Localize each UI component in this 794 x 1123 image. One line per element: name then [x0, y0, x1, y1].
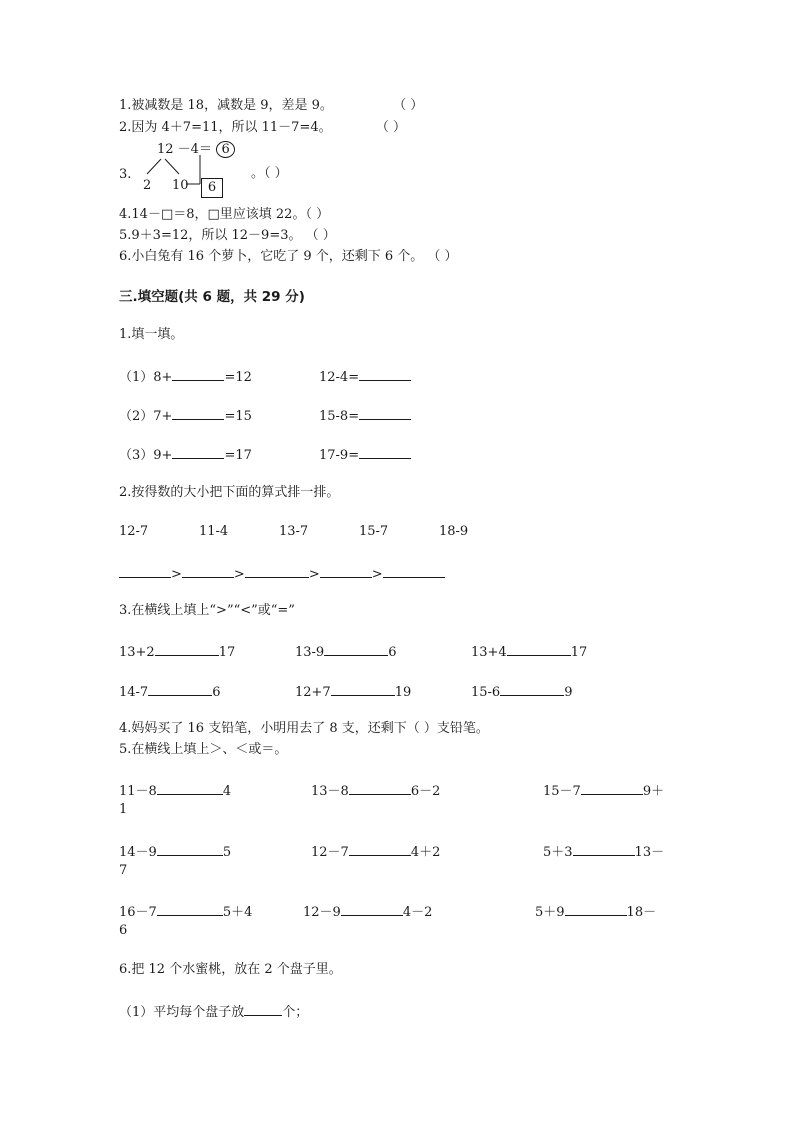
p1-row-2-blank-a[interactable] [172, 405, 224, 420]
p1-row-2-left: （2）7+ [119, 409, 173, 424]
p6-sub1-text: （1）平均每个盘子放 [119, 1005, 245, 1020]
p5-r1-b [311, 780, 440, 801]
p5-r1-c-right: 9＋ [642, 784, 665, 799]
p1-row-3-right [319, 444, 411, 465]
p2-expr-5: 18-9 [439, 524, 469, 539]
p2-sep-2: > [233, 567, 245, 582]
p2-sep-4: > [371, 567, 383, 582]
p3-r1-c1-blank[interactable] [155, 641, 219, 656]
judge-q3-left-part: 2 [143, 178, 152, 193]
p5-r1-c [543, 780, 664, 801]
p3-r1-c3 [471, 641, 587, 662]
p3-r2-c1 [119, 681, 221, 702]
p5-r3-c [535, 901, 656, 922]
p5-r3-c-left: 5＋9 [535, 905, 565, 920]
p2-title: 2.按得数的大小把下面的算式排一排。 [119, 485, 340, 500]
judge-q3-boxed-answer: 6 [201, 178, 223, 198]
p3-r1-c3-right: 17 [570, 645, 588, 660]
p2-expr-1: 12-7 [119, 524, 149, 539]
p6-sub1-tail: 个； [282, 1005, 309, 1020]
p1-row-2 [119, 405, 252, 426]
p5-r1-b-blank[interactable] [349, 780, 411, 795]
p5-r1-a [119, 780, 231, 801]
p5-r3-a-right: 5＋4 [222, 905, 253, 920]
p2-expr-2: 11-4 [199, 524, 229, 539]
p5-r3-wrap: 6 [119, 923, 128, 938]
judge-q6: 6.小白兔有 16 个萝卜，它吃了 9 个，还剩下 6 个。 （ ） [119, 249, 458, 264]
p5-r2-b-left: 12－7 [311, 845, 349, 860]
p3-r1-c2 [295, 641, 397, 662]
p5-r2-b-blank[interactable] [349, 841, 411, 856]
p3-r2-c2-left: 12+7 [295, 685, 331, 700]
p1-row-3-left-tail: =17 [224, 448, 252, 463]
p3-r2-c3-left: 15-6 [471, 685, 501, 700]
judge-q3-top-text: 12 －4＝ [157, 142, 212, 157]
p2-expr-3: 13-7 [279, 524, 309, 539]
p4-text: 4.妈妈买了 16 支铅笔，小明用去了 8 支，还剩下（ ）支铅笔。 [119, 721, 489, 736]
p3-r1-c2-blank[interactable] [324, 641, 388, 656]
p1-row-3-blank-a[interactable] [172, 444, 224, 459]
p5-r2-a-left: 14－9 [119, 845, 157, 860]
p5-r3-b [303, 901, 432, 922]
p6-sub1 [119, 1001, 308, 1022]
p5-r1-c-blank[interactable] [581, 780, 643, 795]
p3-r2-c2 [295, 681, 411, 702]
p2-sep-3: > [308, 567, 320, 582]
section3-heading: 三.填空题(共 6 题，共 29 分) [119, 289, 305, 305]
judge-q2-text: 2.因为 4＋7=11，所以 11－7=4。 [119, 120, 332, 135]
p3-r2-c3 [471, 681, 573, 702]
judge-q3-mid-part: 10 [172, 178, 189, 193]
p2-ordering-line [119, 563, 445, 584]
p5-r3-a [119, 901, 252, 922]
p3-r1-c2-left: 13-9 [295, 645, 325, 660]
p1-row-1-blank-a[interactable] [172, 366, 224, 381]
judge-q5: 5.9＋3=12，所以 12－9=3。 （ ） [119, 228, 336, 243]
p3-r2-c1-blank[interactable] [148, 681, 212, 696]
judge-q1-text: 1.被减数是 18，减数是 9，差是 9。 [119, 98, 333, 113]
p5-r3-b-left: 12－9 [303, 905, 341, 920]
p2-blank-4[interactable] [320, 563, 372, 578]
p3-r2-c3-blank[interactable] [500, 681, 564, 696]
p5-title: 5.在横线上填上＞、＜或＝。 [119, 742, 288, 757]
p1-row-2-right [319, 405, 411, 426]
p1-row-3-blank-b[interactable] [359, 444, 411, 459]
judge-q3-number: 3. [119, 167, 132, 182]
judge-q1 [119, 97, 423, 115]
p5-r1-a-left: 11－8 [119, 784, 157, 799]
judge-q4: 4.14－□＝8，□里应该填 22。（ ） [119, 207, 330, 222]
p3-r1-c1-right: 17 [218, 645, 236, 660]
p3-r1-c1 [119, 641, 235, 662]
p1-row-1-right-expr: 12-4= [319, 370, 360, 385]
p1-row-3-right-expr: 17-9= [319, 448, 360, 463]
p5-r2-a [119, 841, 231, 862]
p2-sep-1: > [171, 567, 182, 582]
p3-r1-c1-left: 13+2 [119, 645, 155, 660]
judge-q3-circled-answer: 6 [216, 141, 235, 158]
p1-title: 1.填一填。 [119, 327, 184, 342]
p1-row-2-blank-b[interactable] [359, 405, 411, 420]
p5-r2-c-left: 5＋3 [543, 845, 573, 860]
p3-r1-c3-blank[interactable] [507, 641, 571, 656]
p1-row-1-left-tail: =12 [224, 370, 252, 385]
p3-title: 3.在横线上填上“>”“<”或“=” [119, 603, 295, 618]
p1-row-1-blank-b[interactable] [359, 366, 411, 381]
p3-r2-c2-blank[interactable] [331, 681, 395, 696]
p5-r2-c [543, 841, 664, 862]
p5-r1-a-blank[interactable] [157, 780, 223, 795]
p1-row-1 [119, 366, 252, 387]
p2-blank-2[interactable] [182, 563, 234, 578]
p1-row-3 [119, 444, 252, 465]
p5-r3-a-left: 16－7 [119, 905, 157, 920]
p5-r3-c-right: 18－ [626, 905, 657, 920]
p5-r1-b-left: 13－8 [311, 784, 349, 799]
p5-r2-wrap: 7 [119, 863, 128, 878]
p2-blank-5[interactable] [383, 563, 445, 578]
p1-row-2-right-expr: 15-8= [319, 409, 360, 424]
p2-blank-3[interactable] [245, 563, 309, 578]
p1-row-1-right [319, 366, 411, 387]
p3-r1-c3-left: 13+4 [471, 645, 507, 660]
p5-r3-b-right: 4－2 [402, 905, 433, 920]
p5-r1-a-right: 4 [222, 784, 232, 799]
p5-r3-a-blank[interactable] [157, 901, 223, 916]
p5-r1-b-right: 6－2 [410, 784, 441, 799]
p5-r2-a-blank[interactable] [157, 841, 223, 856]
p5-r3-b-blank[interactable] [341, 901, 403, 916]
p3-r2-c1-left: 14-7 [119, 685, 149, 700]
judge-q2 [119, 119, 406, 137]
p5-r2-b [311, 841, 440, 862]
p2-blank-1[interactable] [119, 563, 171, 578]
p5-r1-wrap: 1 [119, 802, 128, 817]
p1-row-2-left-tail: =15 [224, 409, 252, 424]
judge-q3-answer-paren[interactable]: 。（ ） [251, 166, 288, 181]
p5-r2-b-right: 4＋2 [410, 845, 441, 860]
judge-q2-answer-paren[interactable]: （ ） [375, 120, 407, 135]
p5-r2-c-right: 13－ [634, 845, 665, 860]
p5-r1-c-left: 15－7 [543, 784, 581, 799]
p3-r2-c2-right: 19 [394, 685, 412, 700]
p1-row-3-left: （3）9+ [119, 448, 173, 463]
p1-row-1-left: （1）8+ [119, 370, 173, 385]
p3-r1-c2-right: 6 [388, 645, 397, 660]
p3-r2-c3-right: 9 [564, 685, 573, 700]
p6-sub1-blank[interactable] [244, 1001, 282, 1016]
p5-r2-c-blank[interactable] [573, 841, 635, 856]
p5-r3-c-blank[interactable] [565, 901, 627, 916]
p5-r2-a-right: 5 [222, 845, 232, 860]
p2-expr-4: 15-7 [359, 524, 389, 539]
p6-title: 6.把 12 个水蜜桃，放在 2 个盘子里。 [119, 962, 342, 977]
judge-q1-answer-paren[interactable]: （ ） [393, 98, 424, 113]
p3-r2-c1-right: 6 [212, 685, 221, 700]
